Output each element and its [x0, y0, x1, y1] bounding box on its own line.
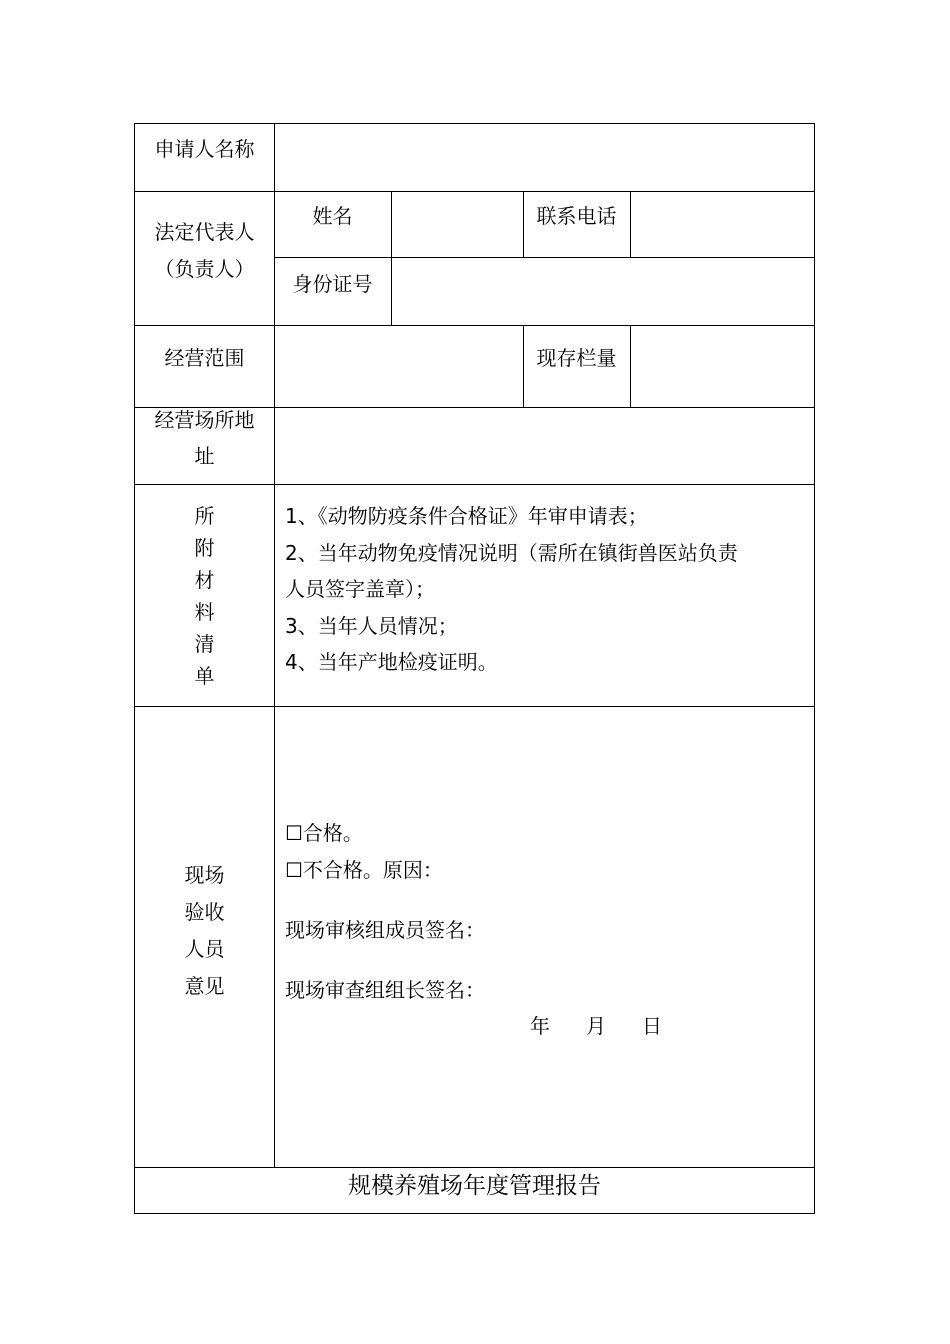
opinion-label: [135, 857, 274, 1005]
address-label-line1: 经营场所地: [154, 408, 255, 432]
id-number-field[interactable]: [392, 258, 814, 325]
phone-label: 联系电话: [536, 204, 617, 228]
materials-label-char: 材: [194, 568, 215, 592]
material-item: 3、当年人员情况；: [285, 613, 458, 638]
material-item: 1、《动物防疫条件合格证》年审申请表；: [285, 504, 648, 528]
address-field[interactable]: [275, 408, 814, 484]
materials-label-char: 附: [194, 536, 215, 560]
materials-label-char: 清: [194, 632, 215, 656]
materials-label: [135, 500, 274, 692]
address-label-line2: 址: [194, 444, 215, 468]
material-item: 2、当年动物免疫情况说明（需所在镇街兽医站负责: [285, 540, 738, 565]
legal-rep-label-line1: 法定代表人: [154, 220, 255, 244]
legal-rep-label-line2: （负责人）: [154, 257, 255, 281]
date-year-label: 年: [530, 1014, 550, 1038]
unqualified-checkbox[interactable]: ☐不合格。原因：: [285, 858, 443, 882]
material-item: 人员签字盖章）；: [285, 577, 435, 601]
opinion-label-line: 意见: [184, 974, 225, 998]
annual-review-form: [134, 123, 815, 1214]
applicant-name-label: 申请人名称: [154, 137, 255, 161]
qualified-checkbox[interactable]: ☐合格。: [285, 821, 363, 845]
stock-field[interactable]: [631, 326, 814, 407]
materials-label-char: 所: [194, 504, 215, 528]
opinion-label-line: 验收: [184, 900, 225, 924]
opinion-label-line: 现场: [184, 863, 225, 887]
materials-list: [285, 498, 810, 681]
rep-name-field[interactable]: [392, 192, 523, 257]
report-title: 规模养殖场年度管理报告: [348, 1173, 601, 1199]
rep-name-label: 姓名: [312, 204, 353, 228]
reviewer-signature-label: 现场审核组成员签名：: [285, 918, 485, 942]
materials-label-char: 料: [194, 600, 215, 624]
leader-signature-label: 现场审查组组长签名：: [285, 978, 485, 1002]
opinion-label-line: 人员: [184, 937, 225, 961]
materials-label-char: 单: [194, 664, 215, 688]
id-number-label: 身份证号: [292, 272, 373, 296]
stock-label: 现存栏量: [536, 346, 617, 370]
date-day-label: 日: [642, 1014, 662, 1038]
material-item: 4、当年产地检疫证明。: [285, 650, 498, 674]
applicant-name-field[interactable]: [275, 124, 814, 191]
phone-field[interactable]: [631, 192, 814, 257]
business-scope-field[interactable]: [275, 326, 523, 407]
row-divider-4: [135, 484, 814, 485]
date-month-label: 月: [586, 1014, 606, 1038]
business-scope-label: 经营范围: [164, 346, 245, 370]
row-divider-5: [135, 706, 814, 707]
